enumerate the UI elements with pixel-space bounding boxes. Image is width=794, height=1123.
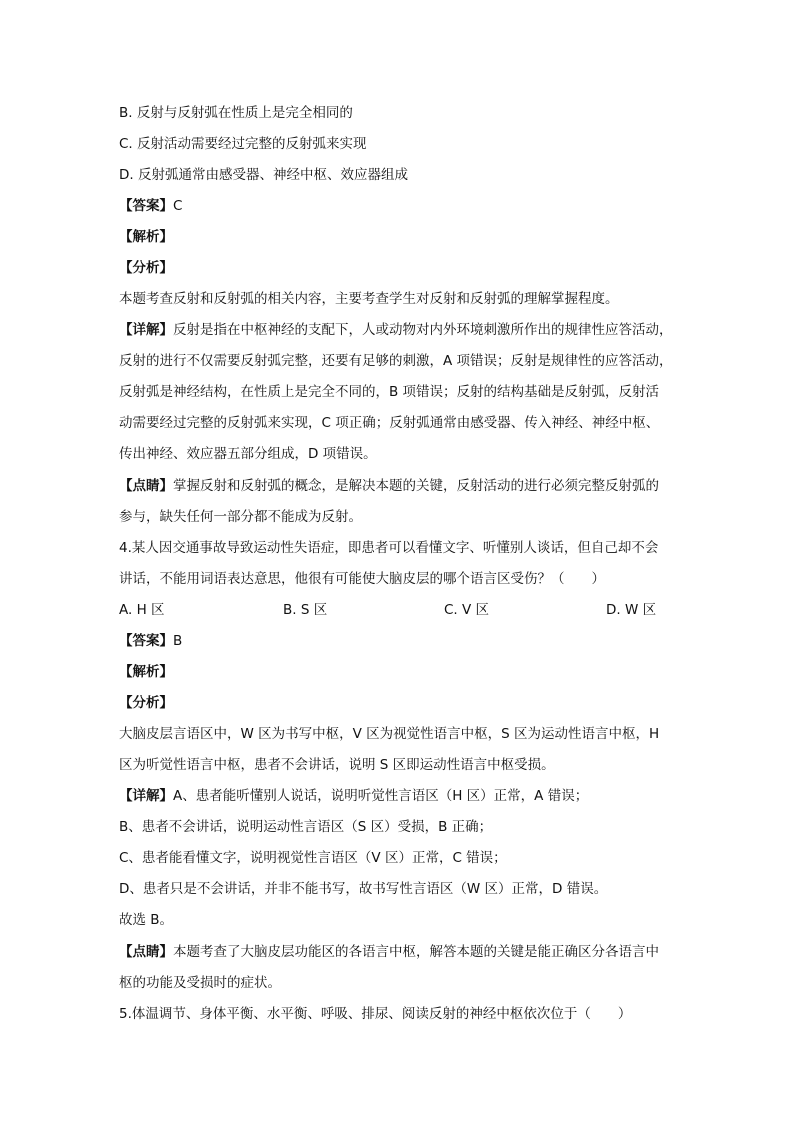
q4-stem-line-2: 讲话，不能用词语表达意思，他很有可能使大脑皮层的哪个语言区受伤？（ ） — [119, 571, 605, 587]
q3-option-d: D. 反射弧通常由感受器、神经中枢、效应器组成 — [119, 167, 408, 183]
detail-text: 反射是指在中枢神经的支配下，人或动物对内外环境刺激所作出的规律性应答活动， — [173, 322, 673, 338]
comment-tag: 【点睛】 — [119, 478, 173, 494]
q4-fenxi-tag: 【分析】 — [119, 695, 173, 711]
answer-value: C — [173, 198, 183, 214]
q4-detail-line-1 — [119, 786, 679, 806]
detail-tag: 【详解】 — [119, 322, 173, 338]
comment-text: 本题考查了大脑皮层功能区的各语言中枢，解答本题的关键是能正确区分各语言中 — [173, 944, 659, 960]
q3-analysis-tag: 【解析】 — [119, 229, 173, 245]
q5-stem: 5.体温调节、身体平衡、水平衡、呼吸、排尿、阅读反射的神经中枢依次位于（ ） — [119, 1006, 632, 1022]
q4-comment-line-1 — [119, 942, 679, 962]
q3-detail-line-4: 动需要经过完整的反射弧来实现，C 项正确；反射弧通常由感受器、传入神经、神经中枢、 — [119, 415, 660, 431]
q4-option-a: A. H 区 — [119, 602, 165, 618]
detail-tag: 【详解】 — [119, 788, 173, 804]
answer-value: B — [173, 633, 183, 649]
q4-fenxi-line-1: 大脑皮层言语区中，W 区为书写中枢，V 区为视觉性语言中枢，S 区为运动性语言中枢，H — [119, 726, 660, 742]
comment-text: 掌握反射和反射弧的概念，是解决本题的关键，反射活动的进行必须完整反射弧的 — [173, 478, 659, 494]
q4-comment-line-2: 枢的功能及受损时的症状。 — [119, 975, 281, 991]
comment-tag: 【点睛】 — [119, 944, 173, 960]
detail-text: A、患者能听懂别人说话，说明听觉性言语区（H 区）正常，A 错误； — [173, 788, 589, 804]
q4-detail-line-3: C、患者能看懂文字，说明视觉性言语区（V 区）正常，C 错误； — [119, 850, 507, 866]
q4-detail-line-4: D、患者只是不会讲话，并非不能书写，故书写性言语区（W 区）正常，D 错误。 — [119, 881, 608, 897]
q4-option-d: D. W 区 — [606, 602, 657, 618]
q4-fenxi-line-2: 区为听觉性语言中枢，患者不会讲话，说明 S 区即运动性语言中枢受损。 — [119, 757, 555, 773]
q3-comment-line-2: 参与，缺失任何一部分都不能成为反射。 — [119, 509, 362, 525]
q4-analysis-tag: 【解析】 — [119, 664, 173, 680]
q4-option-b: B. S 区 — [283, 602, 328, 618]
q4-detail-line-2: B、患者不会讲话，说明运动性言语区（S 区）受损，B 正确； — [119, 819, 493, 835]
q3-detail-line-2: 反射的进行不仅需要反射弧完整，还要有足够的刺激，A 项错误；反射是规律性的应答活动， — [119, 353, 673, 369]
q3-option-c: C. 反射活动需要经过完整的反射弧来实现 — [119, 136, 367, 152]
answer-tag: 【答案】 — [119, 633, 173, 649]
q3-answer-line — [119, 196, 679, 216]
answer-tag: 【答案】 — [119, 198, 173, 214]
q3-detail-line-3: 反射弧是神经结构，在性质上是完全不同的，B 项错误；反射的结构基础是反射弧，反射活 — [119, 384, 660, 400]
q3-comment-line-1 — [119, 476, 679, 496]
q3-detail-line-1 — [119, 320, 679, 340]
q3-detail-line-5: 传出神经、效应器五部分组成，D 项错误。 — [119, 446, 377, 462]
q3-fenxi-text: 本题考查反射和反射弧的相关内容，主要考查学生对反射和反射弧的理解掌握程度。 — [119, 291, 619, 307]
q4-stem-line-1: 4.某人因交通事故导致运动性失语症，即患者可以看懂文字、听懂别人谈话，但自己却不会 — [119, 540, 659, 556]
q4-answer-line — [119, 631, 679, 651]
q3-fenxi-tag: 【分析】 — [119, 260, 173, 276]
q3-option-b: B. 反射与反射弧在性质上是完全相同的 — [119, 105, 353, 121]
q4-option-c: C. V 区 — [444, 602, 490, 618]
q4-conclusion: 故选 B。 — [119, 912, 174, 928]
